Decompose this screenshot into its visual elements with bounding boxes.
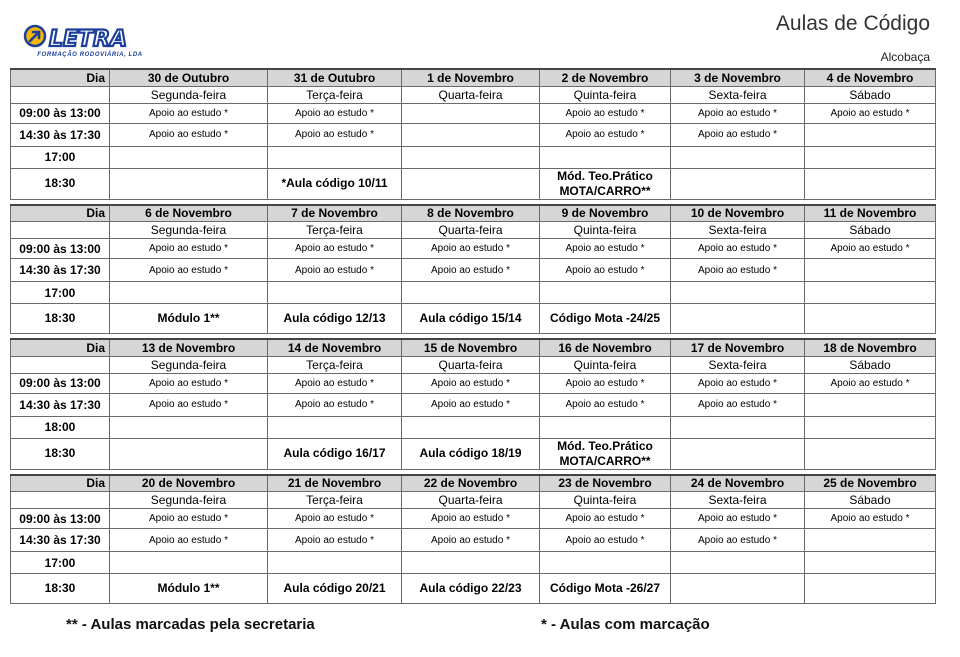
arrow-circle-logo-icon [22,24,156,54]
schedule-cell [805,574,936,604]
time-slot-row [11,574,936,604]
schedule-cell: Apoio ao estudo * [402,393,540,416]
schedule-cell: Apoio ao estudo * [402,259,540,282]
weekday-header: Quarta-feira [402,356,540,373]
date-header: 4 de Novembro [805,69,936,86]
schedule-cell: Mód. Teo.Prático MOTA/CARRO** [540,438,671,469]
schedule-cell: Apoio ao estudo * [805,373,936,393]
time-slot-label: 17:00 [11,552,110,574]
date-header: 10 de Novembro [671,205,805,222]
schedule-cell: Apoio ao estudo * [110,239,268,259]
schedule-cell: Apoio ao estudo * [402,509,540,529]
time-slot-row [11,146,936,168]
schedule-cell: Apoio ao estudo * [540,239,671,259]
schedule-cell [110,168,268,199]
blank-cell [11,492,110,509]
schedule-cell: Apoio ao estudo * [110,103,268,123]
time-slot-row [11,529,936,552]
date-header: 13 de Novembro [110,339,268,356]
date-header: 15 de Novembro [402,339,540,356]
schedule-cell [671,438,805,469]
date-header: 17 de Novembro [671,339,805,356]
date-header: 21 de Novembro [268,475,402,492]
time-slot-label: 18:30 [11,168,110,199]
schedule-cell [805,146,936,168]
time-slot-label: 09:00 às 13:00 [11,103,110,123]
date-header: 18 de Novembro [805,339,936,356]
date-header: 20 de Novembro [110,475,268,492]
time-slot-label: 09:00 às 13:00 [11,509,110,529]
week-table [10,204,936,335]
schedule-cell: Módulo 1** [110,304,268,334]
location-label: Alcobaça [880,50,930,64]
time-slot-label: 09:00 às 13:00 [11,373,110,393]
legend-secretaria: ** - Aulas marcadas pela secretaria [66,616,315,633]
schedule-cell [805,123,936,146]
time-slot-row [11,373,936,393]
schedule-cell [540,282,671,304]
date-header: 8 de Novembro [402,205,540,222]
logo-wordmark: LETRA [49,27,128,52]
weekday-header: Quinta-feira [540,492,671,509]
schedule-cell: Apoio ao estudo * [402,239,540,259]
schedule-cell [805,393,936,416]
schedule-cell: Apoio ao estudo * [805,509,936,529]
weekday-header: Terça-feira [268,356,402,373]
schedule-cell [110,438,268,469]
weekday-header: Quinta-feira [540,356,671,373]
schedule-cell: Apoio ao estudo * [540,123,671,146]
time-slot-row [11,259,936,282]
schedule-cell [402,552,540,574]
schedule-cell: Apoio ao estudo * [671,239,805,259]
schedule-cell: Aula código 22/23 [402,574,540,604]
schedule-cell [110,282,268,304]
schedule-cell: Apoio ao estudo * [540,509,671,529]
date-header: 16 de Novembro [540,339,671,356]
day-header-label: Dia [11,205,110,222]
schedule-cell [110,552,268,574]
schedule-cell [402,123,540,146]
schedule-cell: Código Mota -24/25 [540,304,671,334]
time-slot-row [11,123,936,146]
schedule-cell: Apoio ao estudo * [671,259,805,282]
schedule-cell [671,168,805,199]
day-header-label: Dia [11,339,110,356]
schedule-cell: Apoio ao estudo * [268,373,402,393]
date-header: 25 de Novembro [805,475,936,492]
time-slot-label: 17:00 [11,282,110,304]
schedule-cell: Apoio ao estudo * [671,123,805,146]
schedule-cell [268,552,402,574]
time-slot-row [11,304,936,334]
weekday-header: Quarta-feira [402,222,540,239]
time-slot-label: 14:30 às 17:30 [11,393,110,416]
time-slot-row [11,239,936,259]
blank-cell [11,356,110,373]
weekday-header: Sexta-feira [671,86,805,103]
date-header: 3 de Novembro [671,69,805,86]
schedule-cell: Apoio ao estudo * [805,239,936,259]
schedule-cell: Apoio ao estudo * [268,239,402,259]
weekday-header: Sexta-feira [671,356,805,373]
schedule-cell [805,529,936,552]
schedule-cell: Apoio ao estudo * [402,373,540,393]
schedule-cell [402,282,540,304]
weekday-header: Terça-feira [268,86,402,103]
time-slot-label: 18:30 [11,438,110,469]
time-slot-label: 14:30 às 17:30 [11,123,110,146]
time-slot-label: 18:00 [11,416,110,438]
schedule-cell: Aula código 16/17 [268,438,402,469]
schedule-cell: Apoio ao estudo * [671,373,805,393]
schedule-cell [671,416,805,438]
schedule-cell: Apoio ao estudo * [110,373,268,393]
date-header: 1 de Novembro [402,69,540,86]
schedule-cell: Apoio ao estudo * [540,393,671,416]
schedule-cell: Apoio ao estudo * [671,393,805,416]
schedule-cell [540,552,671,574]
schedule-cell: Aula código 20/21 [268,574,402,604]
time-slot-row [11,282,936,304]
schedule-cell: Apoio ao estudo * [110,529,268,552]
time-slot-row [11,438,936,469]
schedule-cell: Apoio ao estudo * [268,529,402,552]
schedule-cell [110,416,268,438]
schedule-cell: *Aula código 10/11 [268,168,402,199]
weekday-header: Quarta-feira [402,492,540,509]
week-table [10,68,936,200]
day-header-label: Dia [11,475,110,492]
schedule-cell: Aula código 18/19 [402,438,540,469]
schedule-cell [805,168,936,199]
schedule-cell [268,146,402,168]
schedule-cell: Apoio ao estudo * [402,529,540,552]
week-table [10,338,936,470]
date-header: 24 de Novembro [671,475,805,492]
schedule-cell [671,574,805,604]
date-header: 6 de Novembro [110,205,268,222]
weekday-header: Quarta-feira [402,86,540,103]
schedule-cell: Apoio ao estudo * [268,123,402,146]
time-slot-row [11,552,936,574]
weekday-header: Quinta-feira [540,222,671,239]
weekday-header: Sábado [805,86,936,103]
schedule-cell [268,282,402,304]
weekday-header: Terça-feira [268,492,402,509]
time-slot-label: 14:30 às 17:30 [11,259,110,282]
blank-cell [11,86,110,103]
schedule-cell: Apoio ao estudo * [540,529,671,552]
weekday-header: Sexta-feira [671,222,805,239]
day-header-label: Dia [11,69,110,86]
blank-cell [11,222,110,239]
schedule-cell: Apoio ao estudo * [540,373,671,393]
time-slot-label: 18:30 [11,574,110,604]
schedule-cell: Apoio ao estudo * [805,103,936,123]
schedule-cell: Apoio ao estudo * [110,509,268,529]
schedule-cell [402,146,540,168]
time-slot-label: 17:00 [11,146,110,168]
time-slot-row [11,393,936,416]
schedule-cell: Código Mota -26/27 [540,574,671,604]
weekday-header: Segunda-feira [110,492,268,509]
schedule-cell [671,552,805,574]
schedule-cell: Apoio ao estudo * [671,103,805,123]
weekday-header: Sexta-feira [671,492,805,509]
date-header: 2 de Novembro [540,69,671,86]
date-header: 31 de Outubro [268,69,402,86]
schedule-cell [805,282,936,304]
schedule-cell: Apoio ao estudo * [540,259,671,282]
time-slot-label: 09:00 às 13:00 [11,239,110,259]
letra-logo [22,24,156,62]
time-slot-row [11,103,936,123]
date-header: 9 de Novembro [540,205,671,222]
schedule-cell [671,304,805,334]
week-table [10,474,936,605]
weekday-header: Sábado [805,492,936,509]
schedule-cell: Apoio ao estudo * [540,103,671,123]
schedule-cell [805,438,936,469]
schedule-cell [805,416,936,438]
schedule-cell: Mód. Teo.Prático MOTA/CARRO** [540,168,671,199]
schedule-cell: Apoio ao estudo * [110,123,268,146]
schedule-cell [671,146,805,168]
date-header: 11 de Novembro [805,205,936,222]
schedule-cell: Aula código 15/14 [402,304,540,334]
time-slot-row [11,168,936,199]
time-slot-label: 18:30 [11,304,110,334]
time-slot-row [11,509,936,529]
weekday-header: Segunda-feira [110,356,268,373]
schedule-weeks [10,68,935,608]
date-header: 14 de Novembro [268,339,402,356]
weekday-header: Quinta-feira [540,86,671,103]
legend-marcacao: * - Aulas com marcação [541,616,710,633]
date-header: 23 de Novembro [540,475,671,492]
schedule-cell [671,282,805,304]
schedule-cell: Apoio ao estudo * [268,259,402,282]
schedule-cell [402,103,540,123]
schedule-cell [268,416,402,438]
schedule-cell [402,416,540,438]
schedule-cell [805,552,936,574]
weekday-header: Sábado [805,356,936,373]
schedule-cell: Apoio ao estudo * [268,103,402,123]
schedule-cell: Apoio ao estudo * [671,509,805,529]
schedule-cell [540,146,671,168]
logo-subtitle: FORMAÇÃO RODOVIÁRIA, LDA [37,52,143,58]
schedule-cell: Aula código 12/13 [268,304,402,334]
schedule-cell: Apoio ao estudo * [268,393,402,416]
schedule-cell: Apoio ao estudo * [110,259,268,282]
page-title: Aulas de Código [775,12,930,35]
date-header: 22 de Novembro [402,475,540,492]
time-slot-row [11,416,936,438]
schedule-cell [805,304,936,334]
date-header: 7 de Novembro [268,205,402,222]
schedule-cell: Apoio ao estudo * [268,509,402,529]
weekday-header: Segunda-feira [110,86,268,103]
weekday-header: Sábado [805,222,936,239]
weekday-header: Segunda-feira [110,222,268,239]
time-slot-label: 14:30 às 17:30 [11,529,110,552]
schedule-cell: Apoio ao estudo * [671,529,805,552]
schedule-cell: Apoio ao estudo * [110,393,268,416]
schedule-cell [540,416,671,438]
schedule-cell [805,259,936,282]
weekday-header: Terça-feira [268,222,402,239]
schedule-cell: Módulo 1** [110,574,268,604]
schedule-cell [402,168,540,199]
date-header: 30 de Outubro [110,69,268,86]
schedule-cell [110,146,268,168]
